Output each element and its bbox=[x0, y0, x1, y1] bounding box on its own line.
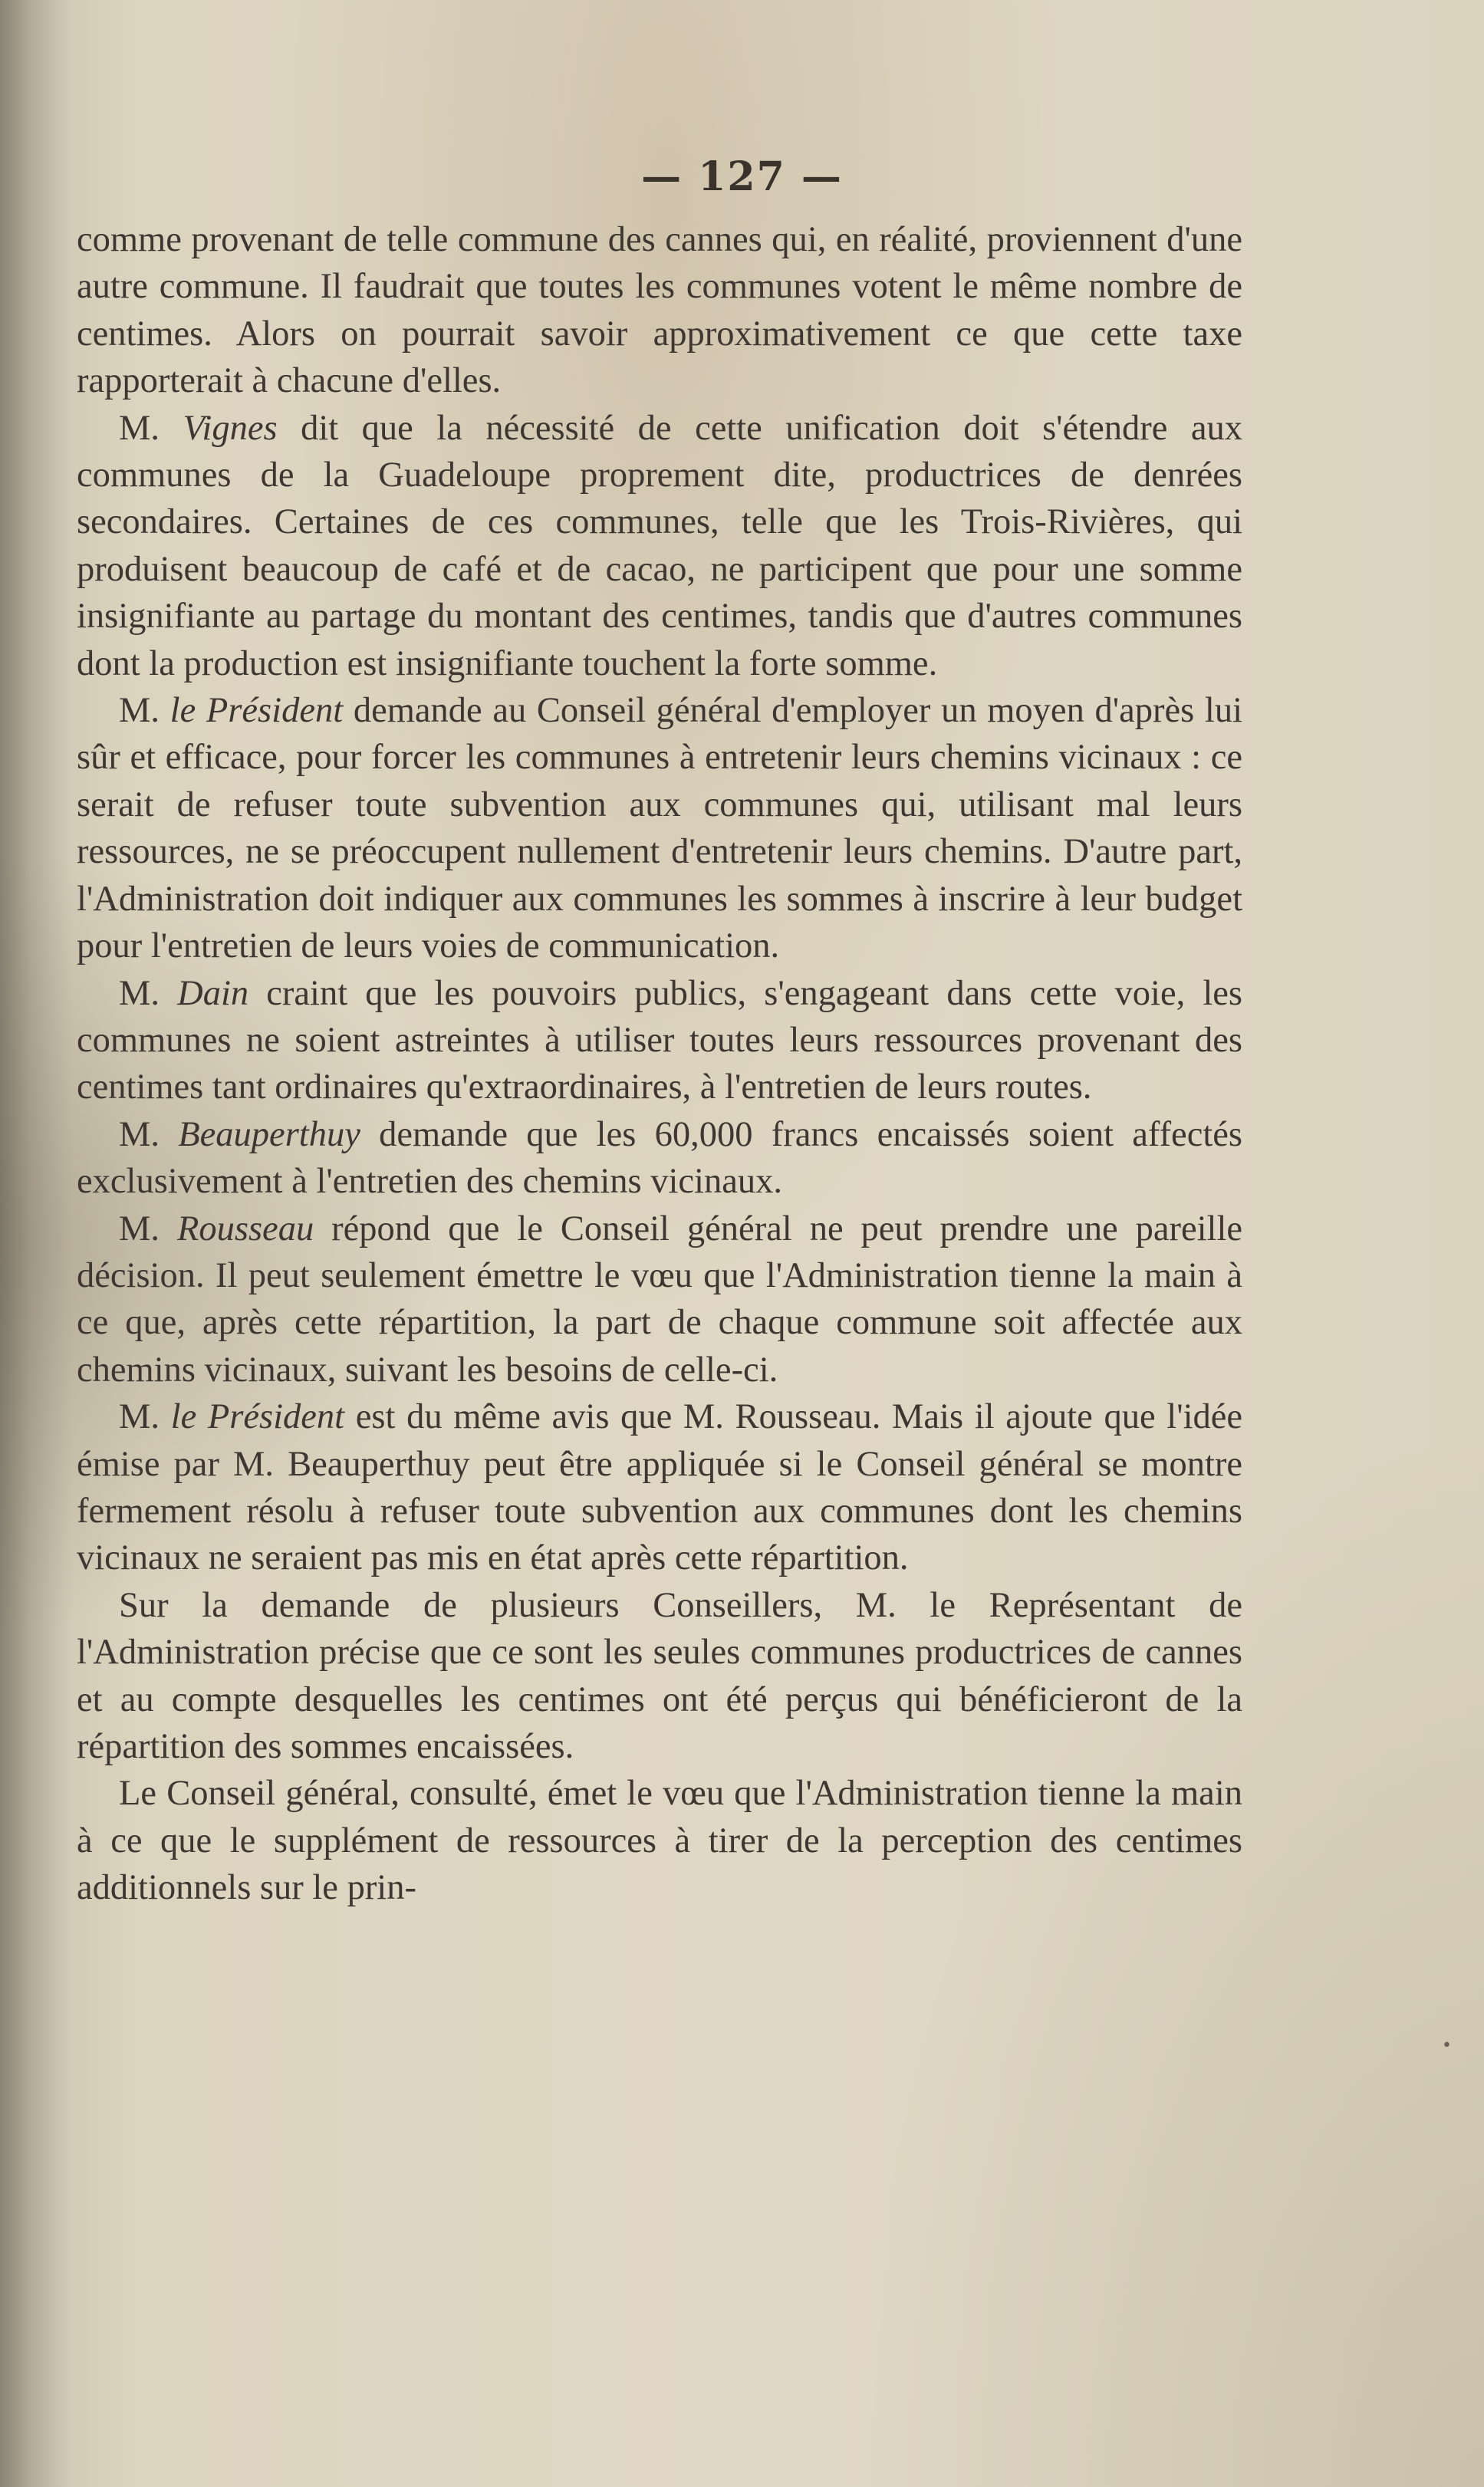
paragraph-representant bbox=[77, 1582, 1242, 1771]
speaker-title: M. bbox=[119, 1397, 160, 1437]
paragraph-text: comme provenant de telle commune des cannes qui, en réalité, proviennent d'une autre commune. Il faudrait que toutes les communes votent le même nombre de centimes. Alors on pourrait savoir approximativement ce que cette taxe rapporterait à chacune d'elles. bbox=[77, 220, 1242, 401]
paragraph-text: répond que le Conseil général ne peut prendre une pareille décision. Il peut seulement émettre le vœu que l'Administration tienne la main à ce que, après cette répartition, la part de chaque commune soit affectée aux chemins vicinaux, suivant les besoins de celle-ci. bbox=[77, 1209, 1243, 1390]
paragraph-president-2 bbox=[77, 1393, 1242, 1582]
paragraph-vignes bbox=[77, 405, 1242, 687]
paragraph-president-1 bbox=[77, 687, 1242, 969]
paragraph-beauperthuy bbox=[77, 1111, 1242, 1206]
paragraph-text: Sur la demande de plusieurs Conseillers, M. le Représentant de l'Administration précise que ce sont les seules communes productrices de cannes et au compte desquelles les centimes ont été perçus qui bénéficieront de la répartition des sommes encaissées. bbox=[77, 1585, 1242, 1766]
paragraph-text: est du même avis que M. Rousseau. Mais il ajoute que l'idée émise par M. Beauperthuy peut être appliquée si le Conseil général se montre fermement résolu à refuser toute subvention aux communes dont les chemins vicinaux ne seraient pas mis en état après cette répartition. bbox=[77, 1397, 1243, 1578]
speaker-name: Vignes bbox=[183, 408, 278, 448]
binding-shadow bbox=[0, 0, 73, 2487]
speaker-name: le Président bbox=[169, 691, 344, 731]
paragraph-text: craint que les pouvoirs publics, s'engageant dans cette voie, les communes ne soient astreintes à utiliser toutes leurs ressources provenant des centimes tant ordinaires qu'extraordinaires, à l'entretien de leurs routes. bbox=[77, 973, 1243, 1107]
paragraph-dain bbox=[77, 970, 1242, 1111]
speaker-title: M. bbox=[119, 973, 160, 1013]
paragraph-conseil-voeu bbox=[77, 1770, 1242, 1911]
paragraph-text: demande que les 60,000 francs encaissés soient affectés exclusivement à l'entretien des chemins vicinaux. bbox=[77, 1114, 1242, 1202]
speaker-title: M. bbox=[119, 408, 160, 448]
speaker-title: M. bbox=[119, 691, 160, 731]
paragraph-rousseau bbox=[77, 1206, 1242, 1394]
speaker-title: M. bbox=[119, 1114, 160, 1154]
paragraph-continuation bbox=[77, 216, 1242, 405]
page-body bbox=[77, 216, 1242, 1912]
speaker-title: M. bbox=[119, 1209, 160, 1248]
paragraph-text: Le Conseil général, consulté, émet le vœu que l'Administration tienne la main à ce que le supplément de ressources à tirer de la perception des centimes additionnels sur le prin- bbox=[77, 1774, 1242, 1908]
speaker-name: Beauperthuy bbox=[178, 1114, 360, 1154]
speaker-name: Rousseau bbox=[176, 1209, 314, 1248]
speaker-name: le Président bbox=[170, 1397, 345, 1437]
page-number: — 127 — bbox=[641, 153, 843, 200]
speaker-name: Dain bbox=[177, 973, 249, 1013]
margin-dot: • bbox=[1442, 2036, 1452, 2055]
paragraph-text: dit que la nécessité de cette unification doit s'étendre aux communes de la Guadeloupe proprement dite, productrices de denrées secondaires. Certaines de ces communes, telle que les Trois-Rivières, qui produisent beaucoup de café et de cacao, ne participent que pour une somme insignifiante au partage du montant des centimes, tandis que d'autres communes dont la production est insignifiante touchent la forte somme. bbox=[77, 408, 1243, 683]
paragraph-text: demande au Conseil général d'employer un moyen d'après lui sûr et efficace, pour forcer les communes à entretenir leurs chemins vicinaux : ce serait de refuser toute subvention aux communes qui, utilisant mal leurs ressources, ne se préoccupent nullement d'entretenir leurs chemins. D'autre part, l'Administration doit indiquer aux communes les sommes à inscrire à leur budget pour l'entretien de leurs voies de communication. bbox=[77, 691, 1243, 966]
